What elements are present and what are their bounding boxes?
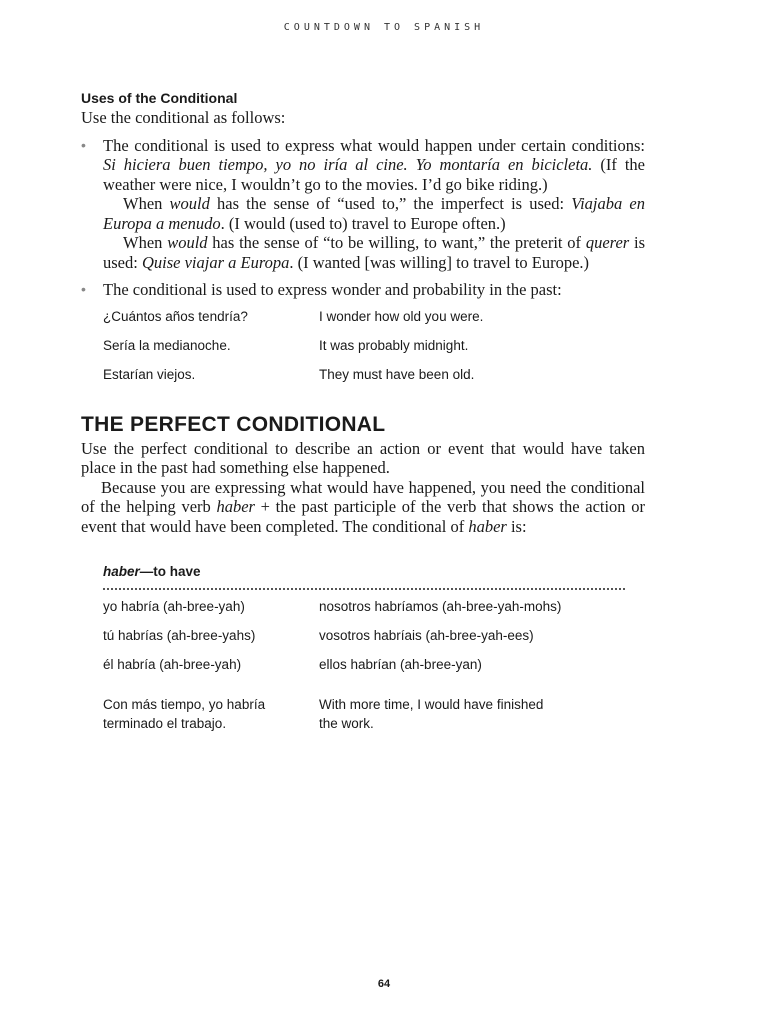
emphasis: would [169, 194, 210, 213]
english-sentence: I wonder how old you were. [319, 308, 484, 324]
text-run: Because you are expressing what would have happened, you need the conditional of the helping verb [81, 477, 645, 516]
bullet-dot-icon: • [81, 136, 86, 153]
bullet-text-part: The conditional is used to express what would happen under certain conditions: [103, 135, 645, 155]
example-row [103, 337, 483, 366]
page-content [81, 88, 645, 733]
sentence-line: Con más tiempo, yo habría [103, 697, 266, 712]
text-run: is: [506, 516, 527, 536]
text-run: + the past participle of the verb that shows the action or event that would have been completed. The conditional of [81, 497, 645, 536]
uses-bullet-list [81, 136, 645, 300]
spanish-example: Si hiciera buen tiempo, yo no iría al cine. Yo montaría en bicicleta. [103, 155, 593, 174]
text-run: When [123, 194, 170, 213]
text-run: has the sense of “used to,” the imperfect is used: [209, 194, 572, 213]
example-row [103, 695, 625, 733]
verb-name: haber [103, 564, 140, 579]
conjugation-box [103, 564, 625, 733]
conjugation-row [103, 627, 625, 656]
english-sentence: It was probably midnight. [319, 337, 469, 353]
sentence-line: terminado el trabajo. [103, 716, 227, 731]
spanish-sentence: Estarían viejos. [103, 366, 196, 382]
singular-form: él habría (ah-bree-yah) [103, 657, 242, 672]
text-run: . (I wanted [was willing] to travel to Europe.) [289, 252, 590, 272]
emphasis: haber [216, 497, 255, 516]
willing-paragraph [103, 233, 645, 272]
plural-form: vosotros habríais (ah-bree-yah-ees) [319, 628, 534, 643]
spanish-sentence: ¿Cuántos años tendría? [103, 308, 248, 324]
english-sentence: They must have been old. [319, 366, 475, 382]
spanish-sentence: Sería la medianoche. [103, 337, 231, 353]
uses-intro: Use the conditional as follows: [81, 108, 286, 127]
plural-form: ellos habrían (ah-bree-yan) [319, 657, 482, 672]
bullet-dot-icon: • [81, 281, 86, 297]
bullet-item [81, 136, 645, 273]
perfect-explanation [81, 478, 645, 537]
page-number: 64 [377, 978, 391, 990]
singular-form: tú habrías (ah-bree-yahs) [103, 628, 256, 643]
sentence-line: With more time, I would have finished [319, 697, 544, 712]
verb-meaning: —to have [139, 564, 201, 579]
text-run: is used: [103, 233, 645, 272]
perfect-intro: Use the perfect conditional to describe an action or event that would have taken place in the past had something else happened. [81, 438, 645, 477]
example-row [103, 308, 483, 337]
text-run: When [123, 233, 168, 252]
singular-form: yo habría (ah-bree-yah) [103, 599, 245, 614]
emphasis: would [167, 233, 208, 252]
plural-form: nosotros habríamos (ah-bree-yah-mohs) [319, 599, 562, 614]
text-run: . (I would (used to) travel to Europe often.) [220, 213, 506, 233]
emphasis: querer [585, 233, 630, 252]
perfect-example [103, 695, 625, 733]
conjugation-row [103, 598, 625, 627]
section-heading: THE PERFECT CONDITIONAL [81, 412, 386, 436]
conjugation-table [103, 598, 625, 685]
bullet-text [103, 136, 645, 195]
conjugation-row [103, 656, 625, 685]
spanish-example: Quise viajar a Europa [141, 252, 290, 272]
emphasis: haber [468, 516, 507, 536]
bullet-item [81, 280, 645, 300]
spanish-sentence [103, 695, 319, 733]
running-head: COUNTDOWN TO SPANISH [283, 22, 485, 33]
example-row [103, 366, 483, 395]
english-sentence [319, 695, 625, 733]
bullet-text: The conditional is used to express wonder and probability in the past: [103, 280, 562, 299]
dotted-divider [103, 582, 625, 590]
used-to-paragraph [103, 194, 645, 233]
spanish-example: Viajaba en Europa a menudo [103, 194, 645, 233]
conjugation-title [103, 564, 625, 580]
sentence-line: the work. [319, 716, 374, 731]
probability-examples [103, 308, 483, 395]
uses-heading: Uses of the Conditional [81, 90, 238, 106]
text-run: has the sense of “to be willing, to want,” the preterit of [207, 233, 586, 252]
english-translation: (If the weather were nice, I wouldn’t go to the movies. I’d go bike riding.) [103, 155, 645, 194]
